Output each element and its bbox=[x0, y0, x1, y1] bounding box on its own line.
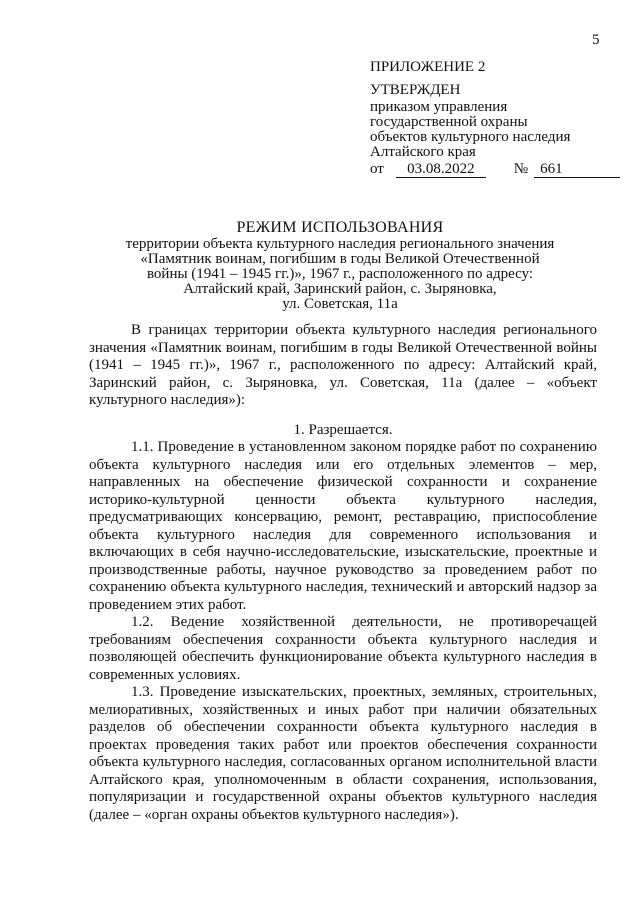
order-line-2: государственной охраны bbox=[370, 114, 528, 130]
order-line-4: Алтайского края bbox=[370, 144, 476, 160]
order-line-3: объектов культурного наследия bbox=[370, 129, 571, 145]
regime-line-3: войны (1941 – 1945 гг.)», 1967 г., расположенного по адресу: bbox=[146, 266, 534, 282]
regime-line-2: «Памятник воинам, погибшим в годы Великой Отечественной bbox=[140, 251, 540, 267]
intro-paragraph: В границах территории объекта культурного наследия регионального значения «Памятник воинам, погибшим в годы Великой Отечественной войны (1941 – 1945 гг.)», 1967 г., расположенного по адресу: Алтайский край, Заринский район, с. Зыряновка, ул. Советская, 11а (далее – «объект культурного наследия»): bbox=[89, 322, 597, 408]
regime-line-4: Алтайский край, Заринский район, с. Зыряновка, bbox=[183, 281, 497, 297]
order-date: 03.08.2022 bbox=[396, 162, 486, 178]
regime-title-block bbox=[60, 220, 620, 312]
order-line-1: приказом управления bbox=[370, 99, 508, 115]
approval-block bbox=[370, 60, 620, 178]
page-number: 5 bbox=[592, 32, 600, 48]
section-heading: 1. Разрешается. bbox=[293, 421, 393, 438]
number-label: № bbox=[513, 161, 529, 177]
regime-heading: РЕЖИМ ИСПОЛЬЗОВАНИЯ bbox=[236, 219, 444, 236]
order-date-number-line bbox=[370, 162, 620, 178]
order-number: 661 bbox=[534, 162, 620, 178]
document-body bbox=[89, 322, 597, 824]
item-1-2: 1.2. Ведение хозяйственной деятельности, не противоречащей требованиям обеспечения сохранности объекта культурного наследия и позволяющей обеспечить функционирование объекта культурного наследия в современных условиях. bbox=[89, 614, 597, 683]
approved-label: УТВЕРЖДЕН bbox=[370, 82, 461, 98]
regime-line-1: территории объекта культурного наследия регионального значения bbox=[125, 236, 555, 252]
appendix-title: ПРИЛОЖЕНИЕ 2 bbox=[370, 59, 486, 75]
item-1-1: 1.1. Проведение в установленном законом порядке работ по сохранению объекта культурного наследия или его отдельных элементов – мер, направленных на обеспечение физической сохранности и сохранение историко-культурной ценности объекта культурного наследия, предусматривающих консервацию, ремонт, реставрацию, приспособление объекта культурного наследия для современного использования и включающих в себя научно-исследовательские, изыскательские, проектные и производственные работы, научное руководство за проведением работ по сохранению объекта культурного наследия, технический и авторский надзор за проведением этих работ. bbox=[89, 439, 597, 613]
item-1-3: 1.3. Проведение изыскательских, проектных, земляных, строительных, мелиоративных, хозяйственных и иных работ при наличии обязательных разделов об обеспечении сохранности объекта культурного наследия в проектах проведения таких работ или проектов обеспечения сохранности объекта культурного наследия, согласованных органом исполнительной власти Алтайского края, уполномоченным в области сохранения, использования, популяризации и государственной охраны объектов культурного наследия (далее – «орган охраны объектов культурного наследия»). bbox=[89, 684, 597, 823]
regime-line-5: ул. Советская, 11а bbox=[282, 296, 398, 312]
from-label: от bbox=[370, 161, 384, 177]
